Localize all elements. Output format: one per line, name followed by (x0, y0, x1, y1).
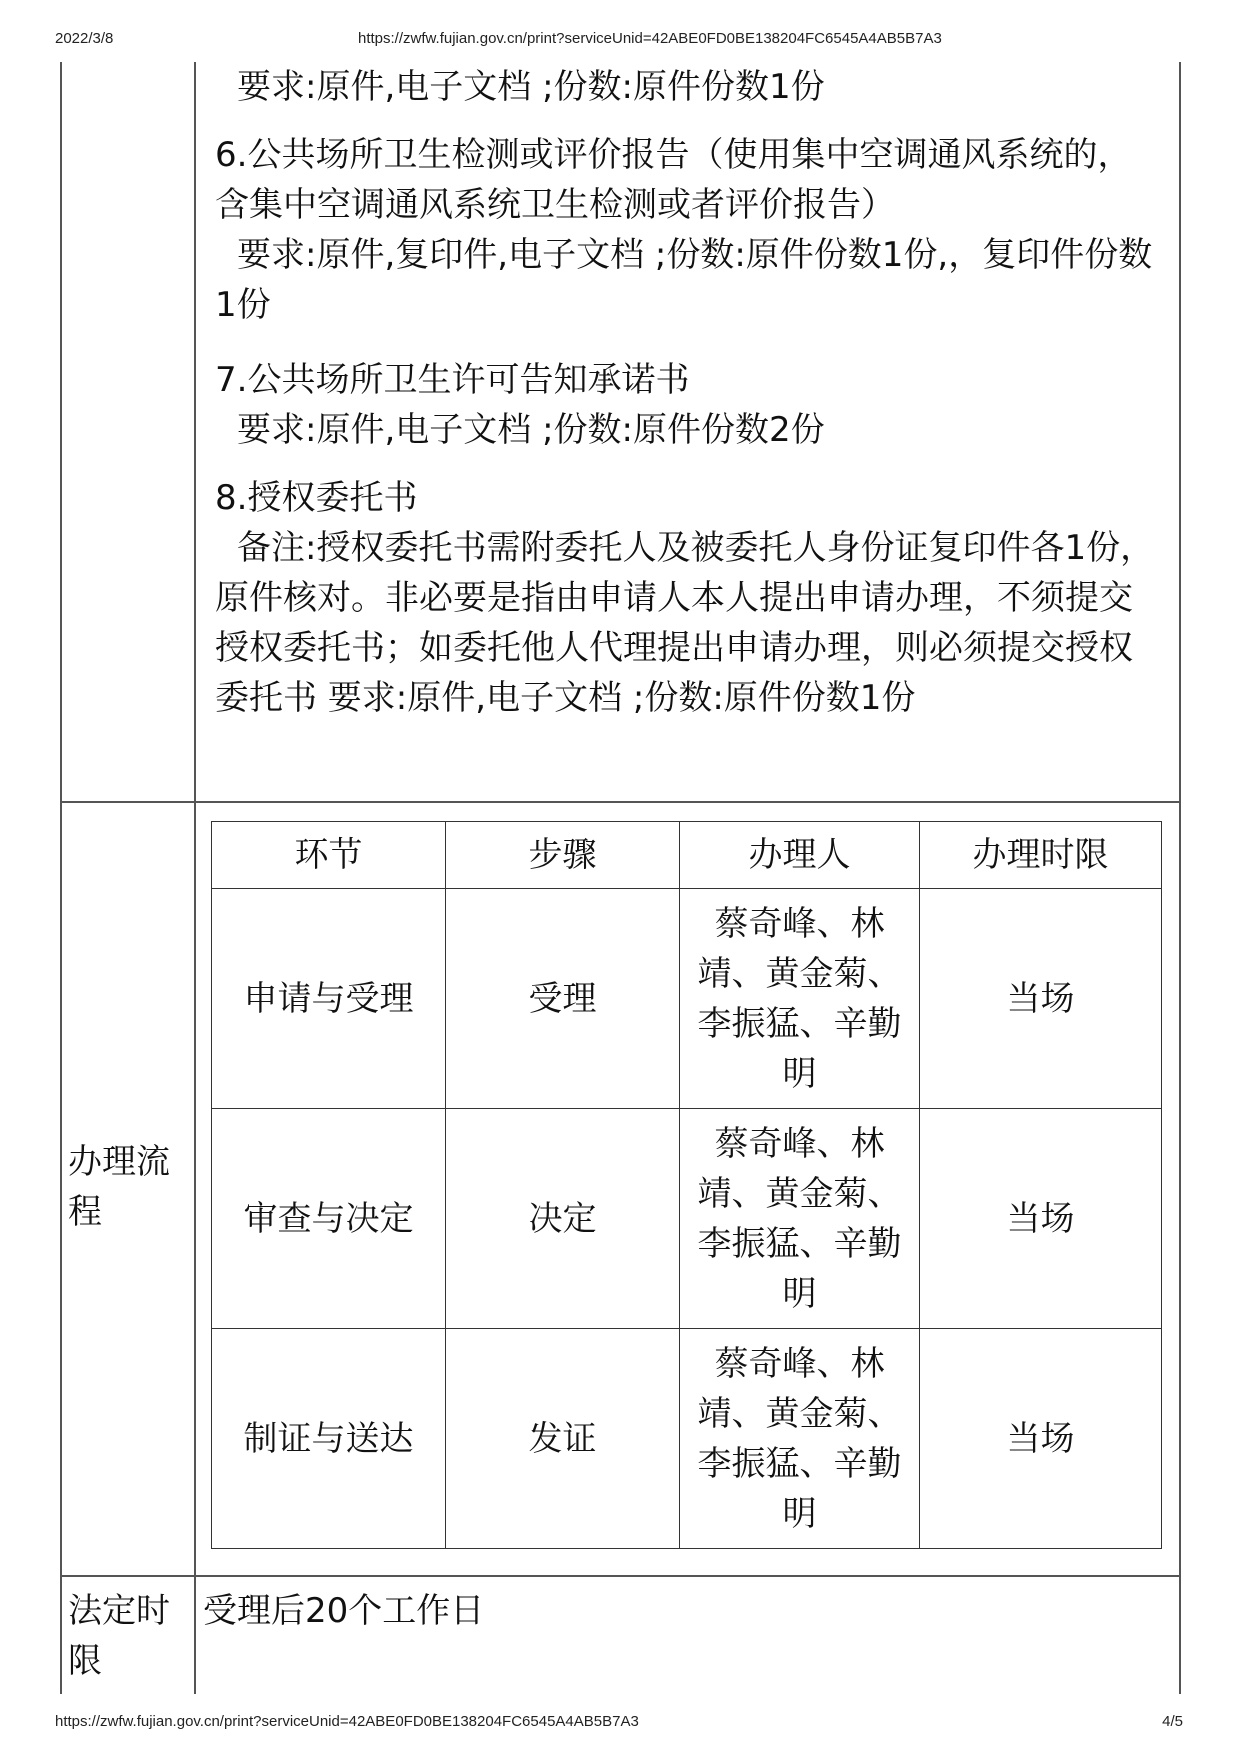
table-right-border (1179, 62, 1181, 1694)
col-header-stage: 环节 (212, 822, 446, 889)
print-date: 2022/3/8 (55, 30, 114, 47)
footer-url: https://zwfw.fujian.gov.cn/print?serviceUnid=42ABE0FD0BE138204FC6545A4AB5B7A3 (55, 1713, 639, 1730)
process-table (211, 821, 1162, 1549)
table-row (212, 889, 1162, 1109)
legal-limit-value: 受理后20个工作日 (203, 1591, 485, 1631)
table-divider (194, 62, 196, 1694)
step-cell: 决定 (446, 1109, 680, 1329)
material-item-8 (215, 473, 1165, 723)
legal-limit-label: 法定时限 (68, 1591, 170, 1681)
item7-requirement: 要求:原件,电子文档 ;份数:原件份数2份 (237, 410, 825, 450)
table-row (212, 1329, 1162, 1549)
print-url: https://zwfw.fujian.gov.cn/print?serviceUnid=42ABE0FD0BE138204FC6545A4AB5B7A3 (358, 30, 942, 47)
item8-note: 备注:授权委托书需附委托人及被委托人身份证复印件各1份，原件核对。非必要是指由申请人本人提出申请办理，不须提交授权委托书；如委托他人代理提出申请办理，则必须提交授权委托书 要求:原件,电子文档 ;份数:原件份数1份 (215, 528, 1155, 718)
item5-requirement: 要求:原件,电子文档 ;份数:原件份数1份 (237, 67, 825, 107)
stage-cell: 制证与送达 (212, 1329, 446, 1549)
time-cell: 当场 (920, 1109, 1162, 1329)
table-row (212, 1109, 1162, 1329)
stage-cell: 申请与受理 (212, 889, 446, 1109)
item8-title: 8.授权委托书 (215, 478, 418, 518)
col-header-handler: 办理人 (680, 822, 920, 889)
row-divider-materials (60, 801, 1180, 803)
page-number: 4/5 (1162, 1713, 1183, 1730)
item7-title: 7.公共场所卫生许可告知承诺书 (215, 360, 690, 400)
row-divider-process (60, 1575, 1180, 1577)
step-cell: 受理 (446, 889, 680, 1109)
item6-title: 6.公共场所卫生检测或评价报告（使用集中空调通风系统的，含集中空调通风系统卫生检测或者评价报告） (215, 135, 1132, 225)
step-cell: 发证 (446, 1329, 680, 1549)
handler-cell: 蔡奇峰、林靖、黄金菊、李振猛、辛勤明 (680, 1329, 920, 1549)
handler-cell: 蔡奇峰、林靖、黄金菊、李振猛、辛勤明 (680, 1109, 920, 1329)
material-item-7 (215, 355, 1165, 455)
stage-cell: 审查与决定 (212, 1109, 446, 1329)
material-item-6 (215, 130, 1165, 330)
process-header-row (212, 822, 1162, 889)
col-header-time-limit: 办理时限 (920, 822, 1162, 889)
col-header-step: 步骤 (446, 822, 680, 889)
table-left-border (60, 62, 62, 1694)
time-cell: 当场 (920, 889, 1162, 1109)
materials-section (215, 62, 1165, 112)
time-cell: 当场 (920, 1329, 1162, 1549)
handler-cell: 蔡奇峰、林靖、黄金菊、李振猛、辛勤明 (680, 889, 920, 1109)
item6-requirement: 要求:原件,复印件,电子文档 ;份数:原件份数1份,，复印件份数1份 (215, 235, 1153, 325)
process-label: 办理流程 (68, 1142, 170, 1232)
